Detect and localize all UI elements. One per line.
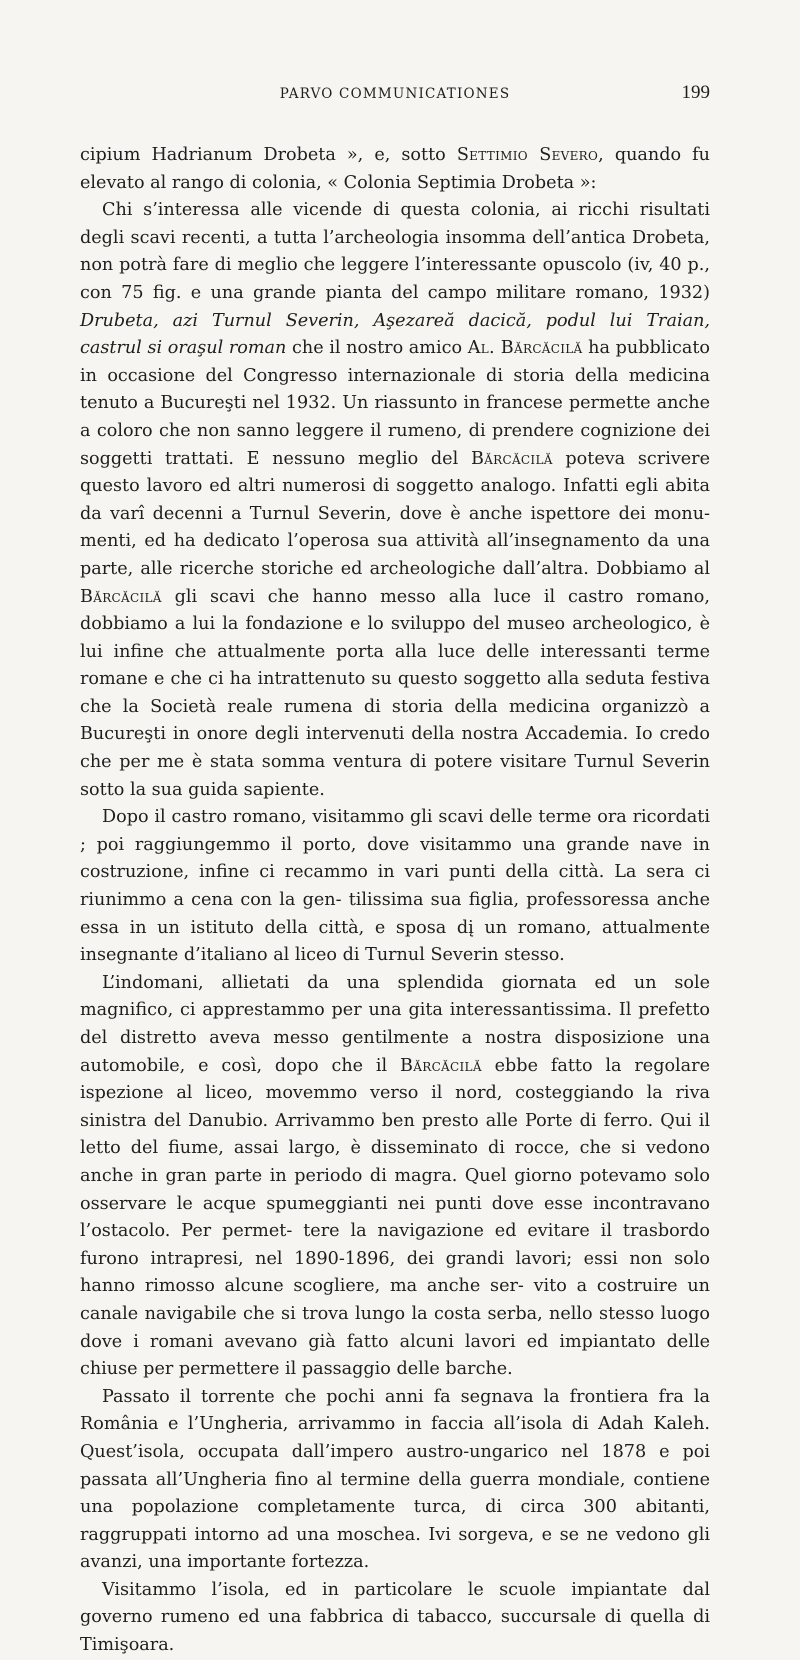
text-run: , quando fu elevato al rango di colonia, « Colonia Septimia Drobeta »: [80,145,710,193]
person-name: Bărcăcilă [400,1055,482,1076]
paragraph-1 [80,142,710,197]
book-title: Drubeta, azi Turnul Severin, Aşezareă dacică, podul lui Traian, castrul si oraşul roman [80,310,710,359]
person-name: Settimio Severo [456,145,599,165]
person-name: Bărcăcilă [80,586,162,607]
text-run: L’indomani, allietati da una splendida giornata ed un sole magnifico, ci apprestammo per una gita interessantissima. Il prefetto del distretto aveva messo gentilmente a nostra disposizione una automobile, e così, dopo che il [80,972,710,1076]
text-run: Dopo il castro romano, visitammo gli scavi delle terme ora ricordati ; poi raggiungemmo il porto, dove visitammo una grande nave in costruzione, infine ci recammo in vari punti della città. La sera ci riunimmo a cena con la gen- tilissima sua figlia, professoressa anche essa in un istituto della città, e sposa dį un romano, attualmente insegnante d’italiano al liceo di Turnul Severin stesso. [80,807,710,966]
text-run: Visitammo l’isola, ed in particolare le scuole impiantate dal governo rumeno ed una fabbrica di tabacco, succursale di quella di Timişoara. [80,1579,710,1656]
paragraph-2 [80,197,710,804]
text-run: cipium Hadrianum Drobeta », e, sotto [80,145,457,165]
running-title: PARVO COMMUNICATIONES [279,86,511,102]
text-run: Passato il torrente che pochi anni fa segnava la frontiera fra la România e l’Ungheria, arrivammo in faccia all’isola di Adah Kaleh. Quest’isola, occupata dall’impero austro-ungarico nel 1878 e poi passata all’Ungheria fino al termine della guerra mondiale, contiene una popolazione completamente turca, di circa 300 abitanti, raggruppati intorno ad una moschea. Ivi sorgeva, e se ne vedono gli avanzi, una importante fortezza. [80,1386,710,1573]
person-name: Al. Bărcăcilă [467,338,583,359]
page-number: 199 [681,82,710,103]
person-name: Bărcăcilă [470,448,553,469]
paragraph-3 [80,804,710,970]
paragraph-4 [80,970,710,1384]
paragraph-6 [80,1577,710,1660]
text-run: ebbe fatto la regolare ispezione al liceo, movemmo verso il nord, costeggiando la riva sinistra del Danubio. Arrivammo ben presto alle Porte di ferro. Qui il letto del fiume, assai largo, è disseminato di rocce, che si vedono anche in gran parte in periodo di magra. Quel giorno potevamo solo osservare le acque spumeggianti nei punti dove esse incontravano l’ostacolo. Per permet- tere la navigazione ed evitare il trasbordo furono intrapresi, nel 1890-1896, dei grandi lavori; essi non solo hanno rimosso alcune scogliere, ma anche ser- vito a costruire un canale navigabile che si trova lungo la costa serba, nello stesso luogo dove i romani avevano già fatto alcuni lavori ed impiantato delle chiuse per permettere il passaggio delle barche. [80,1055,710,1380]
paragraph-5 [80,1384,710,1577]
text-run: gli scavi che hanno messo alla luce il castro romano, dobbiamo a lui la fondazione e lo sviluppo del museo archeologico, è lui infine che attualmente porta alla luce delle interessanti terme romane e che ci ha intrattenuto su questo soggetto alla seduta festiva che la Società reale rumena di storia della medicina organizzò a Bucureşti in onore degli intervenuti della nostra Accademia. Io credo che per me è stata somma ventura di potere visitare Turnul Severin sotto la sua guida sapiente. [80,586,710,800]
text-run: poteva scrivere questo lavoro ed altri numerosi di soggetto analogo. Infatti egli abita da varî decenni a Turnul Severin, dove è anche ispettore dei monu- menti, ed ha dedicato l’operosa sua attività all’insegnamento da una parte, alle ricerche storiche ed archeologiche dall’altra. Dobbiamo al [80,448,710,579]
page-header [80,82,710,106]
text-run: Chi s’interessa alle vicende di questa colonia, ai ricchi risultati degli scavi recenti, a tutta l’archeologia insomma dell’antica Drobeta, non potrà fare di meglio che leggere l’interessante opuscolo (iv, 40 p., con 75 fig. e una grande pianta del campo militare romano, 1932) [80,200,710,303]
body-text [80,142,710,1660]
text-run: che il nostro amico [286,338,468,359]
text-run: ha pubblicato in occasione del Congresso internazionale di storia della medicina tenuto a Bucureşti nel 1932. Un riassunto in francese permette anche a coloro che non sanno leggere il rumeno, di prendere cognizione dei soggetti trattati. E nessuno meglio del [80,338,711,469]
